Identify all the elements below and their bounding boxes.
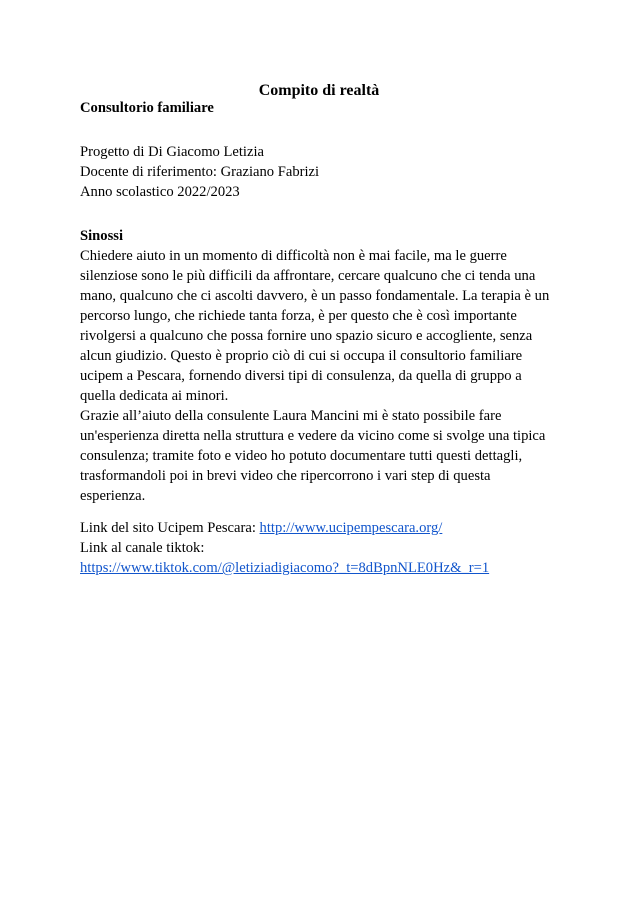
synopsis-line: quella dedicata ai minori.: [80, 388, 229, 404]
tiktok-link[interactable]: https://www.tiktok.com/@letiziadigiacomo?_t=8dBpnNLE0Hz&_r=1: [80, 560, 490, 576]
project-line: Progetto di Di Giacomo Letizia: [80, 144, 264, 160]
synopsis-line: rivolgersi a qualcuno che possa fornire uno spazio sicuro e accogliente, senza: [80, 328, 533, 344]
synopsis-line: esperienza.: [80, 488, 146, 504]
site-link-label: Link del sito Ucipem Pescara:: [80, 520, 260, 536]
synopsis-paragraph-1: [80, 246, 566, 406]
synopsis-line: silenziose sono le più difficili da affrontare, cercare qualcuno che ci tenda una: [80, 268, 536, 284]
site-link-line: [80, 518, 442, 538]
tiktok-label: Link al canale tiktok:: [80, 540, 205, 556]
synopsis-line: Chiedere aiuto in un momento di difficoltà non è mai facile, ma le guerre: [80, 248, 507, 264]
synopsis-line: mano, qualcuno che ci ascolti davvero, è un passo fondamentale. La terapia è un: [80, 288, 550, 304]
synopsis-line: percorso lungo, che richiede tanta forza, è per questo che è così importante: [80, 308, 517, 324]
synopsis-line: alcun giudizio. Questo è proprio ciò di cui si occupa il consultorio familiare: [80, 348, 523, 364]
synopsis-heading: Sinossi: [80, 228, 123, 244]
teacher-line: Docente di riferimento: Graziano Fabrizi: [80, 164, 320, 180]
synopsis-line: Grazie all’aiuto della consulente Laura Mancini mi è stato possibile fare: [80, 408, 502, 424]
synopsis-paragraph-2: [80, 406, 566, 506]
synopsis-line: un'esperienza diretta nella struttura e vedere da vicino come si svolge una tipica: [80, 428, 546, 444]
document-subtitle: Consultorio familiare: [80, 100, 214, 116]
synopsis-line: trasformandoli poi in brevi video che ripercorrono i vari step di questa: [80, 468, 491, 484]
year-line: Anno scolastico 2022/2023: [80, 184, 240, 200]
site-link[interactable]: http://www.ucipempescara.org/: [259, 520, 443, 536]
synopsis-line: ucipem a Pescara, fornendo diversi tipi di consulenza, da quella di gruppo a: [80, 368, 522, 384]
document-title: Compito di realtà: [258, 82, 380, 99]
tiktok-link-line: [80, 558, 489, 578]
synopsis-line: consulenza; tramite foto e video ho potuto documentare tutti questi dettagli,: [80, 448, 523, 464]
